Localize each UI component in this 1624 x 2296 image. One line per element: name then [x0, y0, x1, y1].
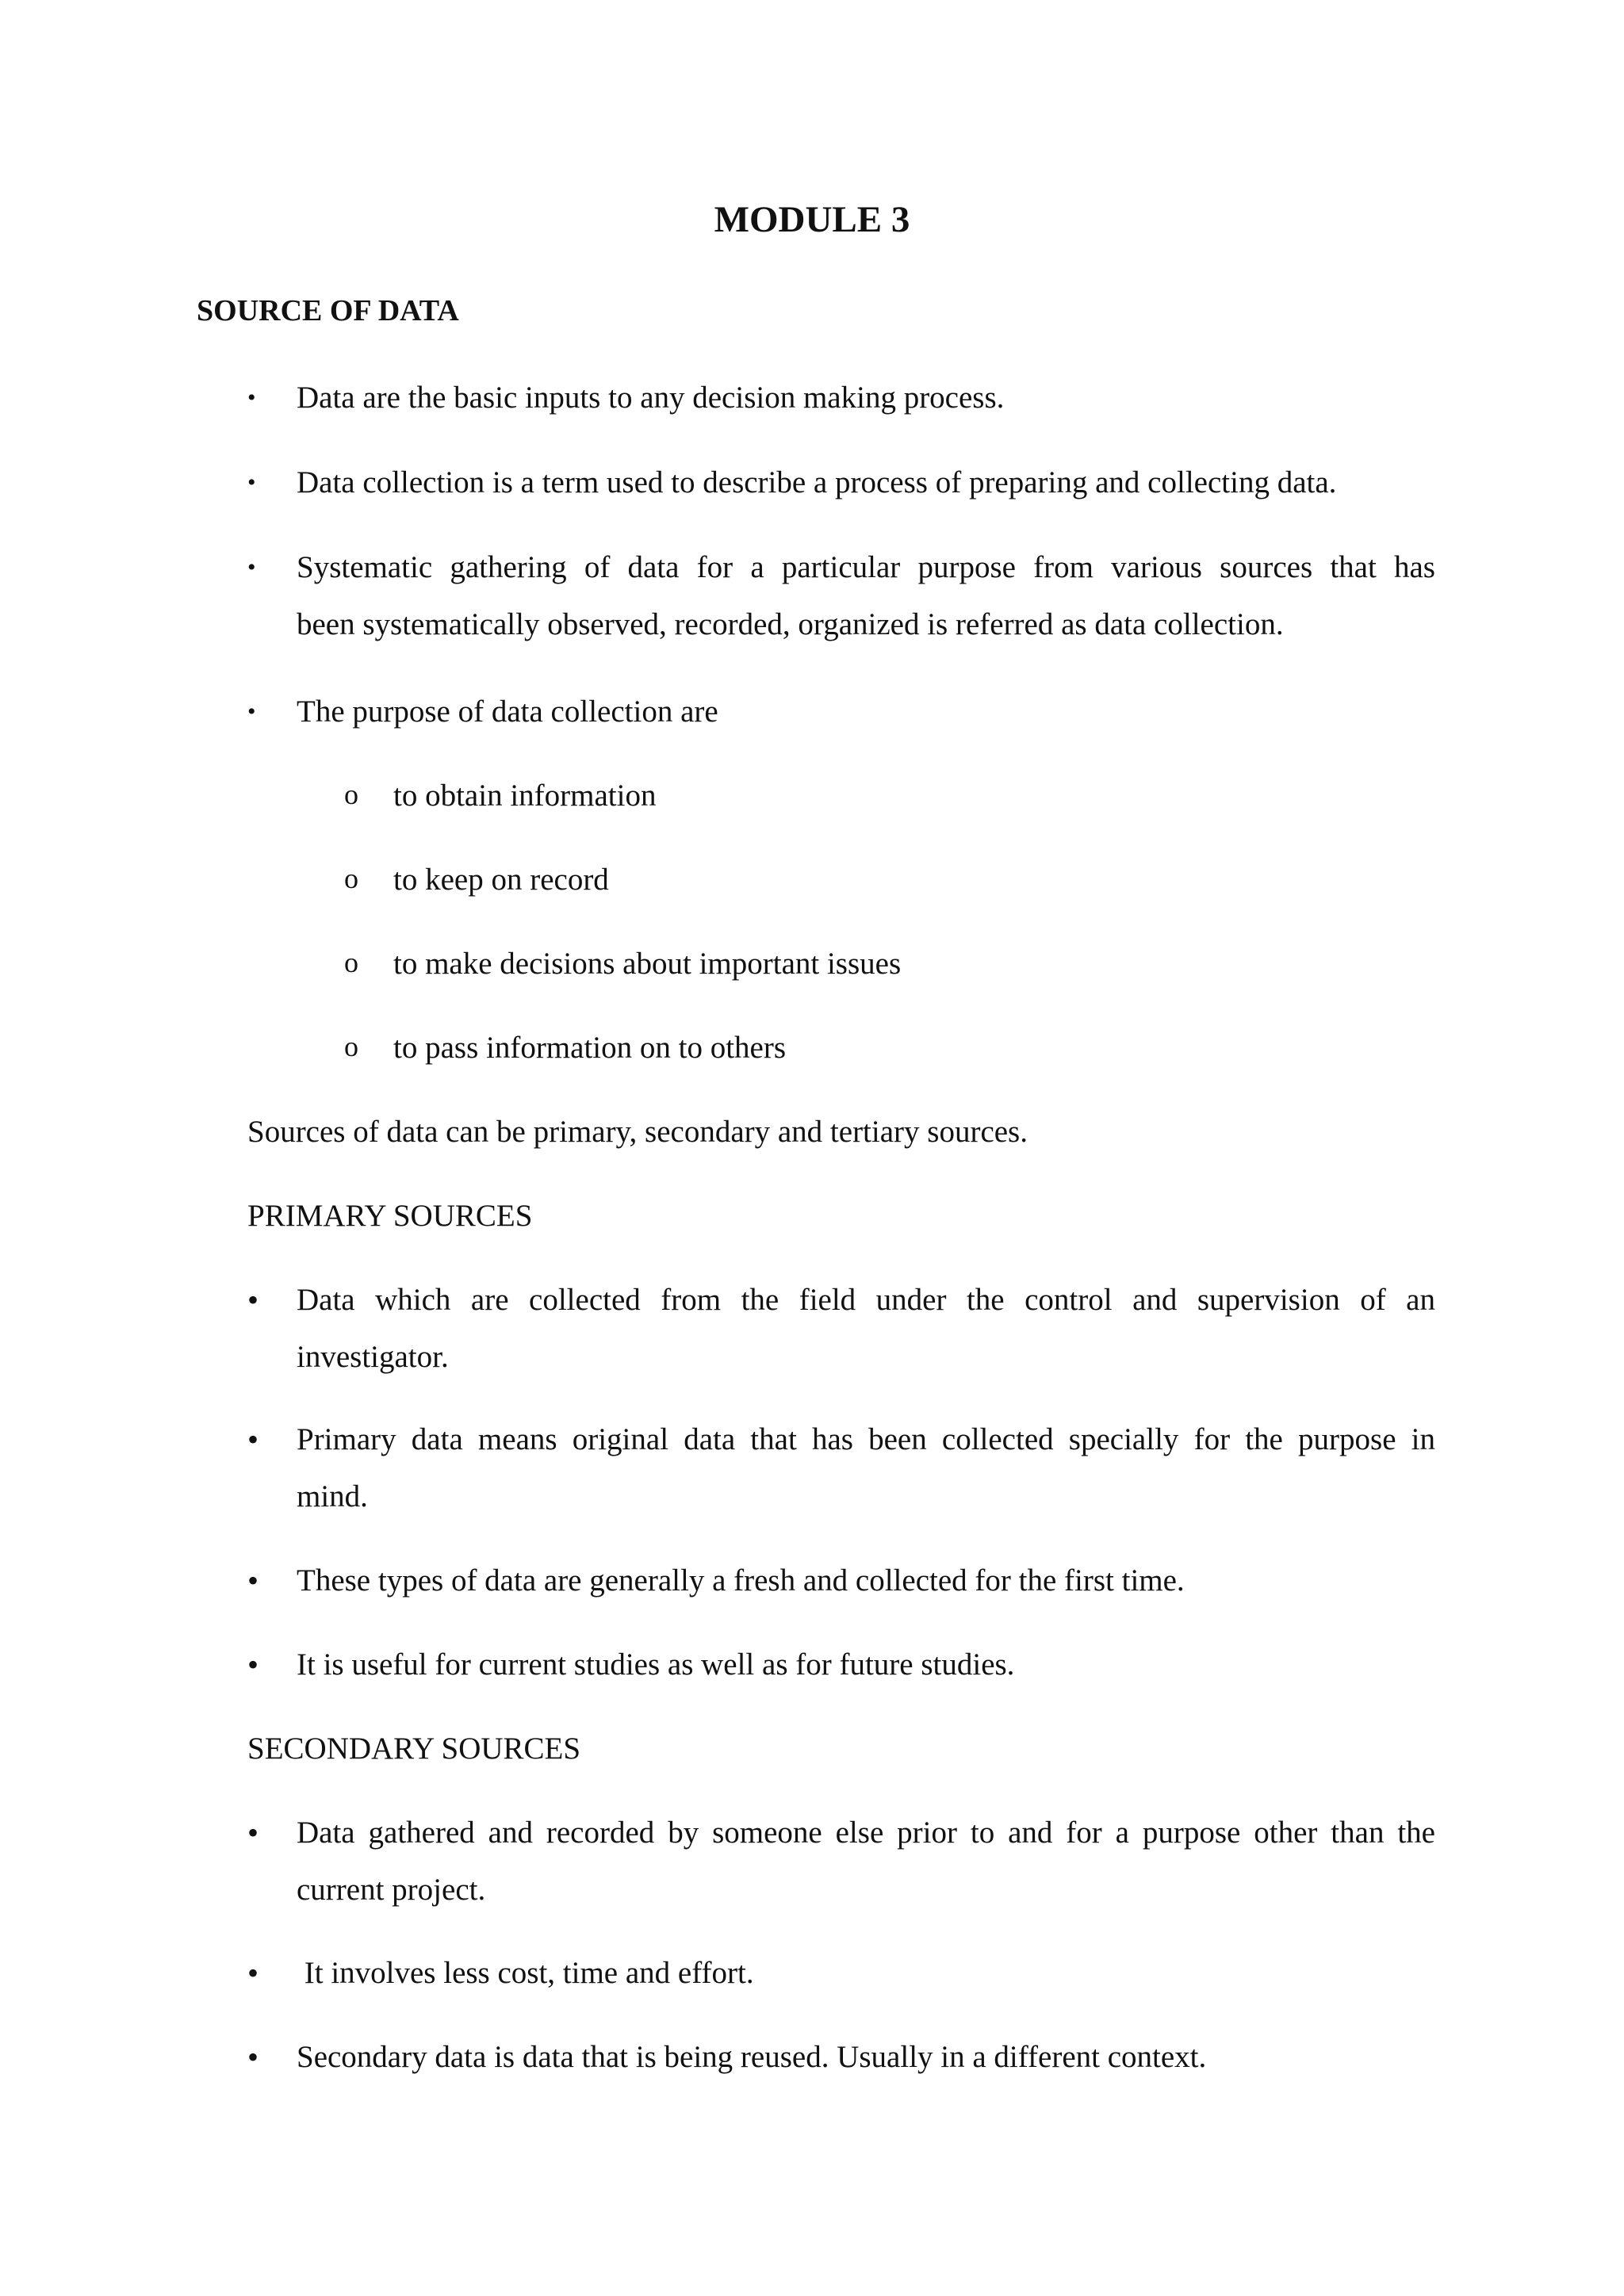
circle-bullet-icon: o — [344, 779, 358, 810]
primary-sources-heading: PRIMARY SOURCES — [247, 1199, 533, 1233]
list-item-line: Primary data means original data that has been collected specially for the purpose in — [297, 1422, 1435, 1456]
sub-list-item-text: to obtain information — [393, 779, 657, 813]
bullet-icon: • — [247, 1815, 259, 1850]
list-item-line: Data gathered and recorded by someone else prior to and for a purpose other than the — [297, 1816, 1435, 1850]
bullet-icon: • — [247, 2039, 259, 2075]
list-item-text — [297, 539, 1435, 653]
bullet-icon: • — [247, 469, 256, 496]
bullet-icon: • — [247, 1282, 259, 1318]
circle-bullet-icon: o — [344, 947, 358, 978]
bullet-icon: • — [247, 554, 256, 580]
bullet-icon: • — [247, 1563, 259, 1598]
sub-list-item-text: to pass information on to others — [393, 1031, 787, 1065]
bullet-icon: • — [247, 1422, 259, 1457]
bullet-icon: • — [247, 385, 256, 411]
sub-list-item-text: to make decisions about important issues — [393, 947, 902, 981]
circle-bullet-icon: o — [344, 863, 358, 894]
list-item-line: mind. — [297, 1479, 368, 1513]
bullet-icon: • — [247, 1647, 259, 1682]
list-item-text: These types of data are generally a fresh and collected for the first time. — [297, 1563, 1185, 1598]
list-item-text: Data are the basic inputs to any decision making process. — [297, 381, 1005, 415]
list-item-text — [297, 1272, 1435, 1386]
list-item-line: been systematically observed, recorded, organized is referred as data collection. — [297, 607, 1284, 641]
list-item-text — [297, 1804, 1435, 1919]
list-item-text: Data collection is a term used to describe a process of preparing and collecting data. — [297, 465, 1337, 499]
page-title: MODULE 3 — [714, 199, 910, 240]
list-item-line: Data which are collected from the field under the control and supervision of an — [297, 1283, 1435, 1317]
list-item-line: investigator. — [297, 1340, 449, 1374]
bullet-icon: • — [247, 698, 256, 725]
circle-bullet-icon: o — [344, 1031, 358, 1062]
list-item-line: current project. — [297, 1873, 486, 1907]
list-item-line: Systematic gathering of data for a particular purpose from various sources that has — [297, 550, 1435, 584]
list-item-text: It involves less cost, time and effort. — [297, 1956, 754, 1990]
list-item-text: The purpose of data collection are — [297, 695, 718, 729]
sub-list-item-text: to keep on record — [393, 863, 609, 897]
list-item-text: It is useful for current studies as well as for future studies. — [297, 1647, 1015, 1682]
sources-sentence: Sources of data can be primary, secondary and tertiary sources. — [247, 1115, 1028, 1149]
bullet-icon: • — [247, 1955, 259, 1991]
list-item-text: Secondary data is data that is being reused. Usually in a different context. — [297, 2040, 1207, 2074]
list-item-text — [297, 1411, 1435, 1525]
secondary-sources-heading: SECONDARY SOURCES — [247, 1732, 581, 1766]
section-heading: SOURCE OF DATA — [197, 294, 459, 327]
